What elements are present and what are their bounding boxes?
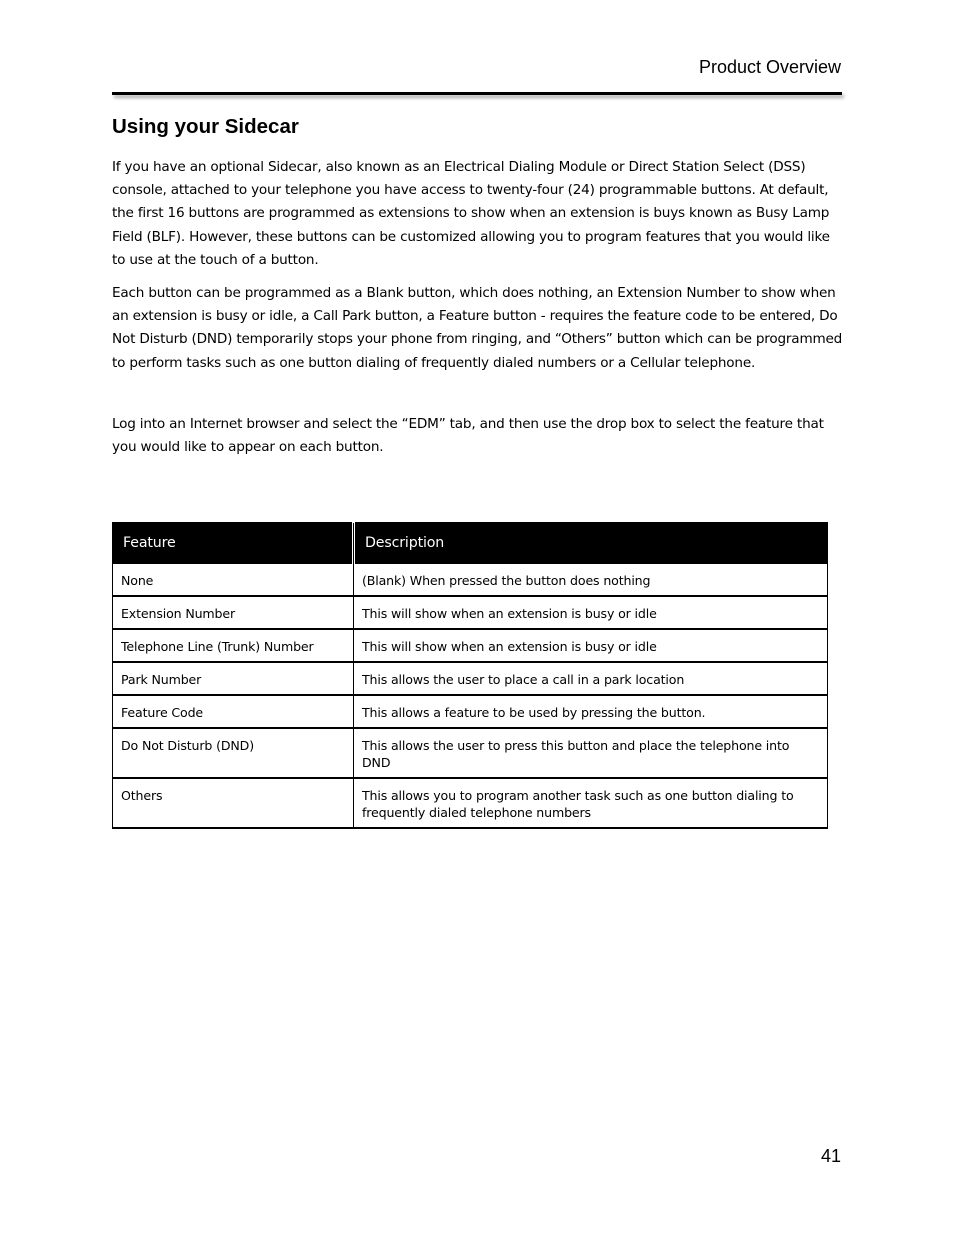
description-cell: This will show when an extension is busy or idle bbox=[354, 629, 828, 662]
table-row bbox=[113, 695, 828, 728]
table-row bbox=[113, 662, 828, 695]
running-header: Product Overview bbox=[698, 57, 841, 77]
description-cell: This will show when an extension is busy or idle bbox=[354, 596, 828, 629]
feature-cell: Do Not Disturb (DND) bbox=[113, 728, 354, 778]
table-row bbox=[113, 778, 828, 828]
button-types-paragraph: Each button can be programmed as a Blank button, which does nothing, an Extension Number to show when an extension is busy or idle, a Call Park button, a Feature button - requires the feature code to be entered, Do Not Disturb (DND) temporarily stops your phone from ringing, and “Others” button which can be programmed to perform tasks such as one button dialing of frequently dialed numbers or a Cellular telephone. bbox=[112, 285, 843, 371]
feature-table bbox=[112, 522, 828, 829]
description-cell: This allows a feature to be used by pressing the button. bbox=[354, 695, 828, 728]
table-header-row bbox=[113, 523, 828, 564]
table-row bbox=[113, 728, 828, 778]
table-row bbox=[113, 564, 828, 597]
feature-cell: Extension Number bbox=[113, 596, 354, 629]
column-header-description: Description bbox=[354, 523, 828, 564]
description-cell: This allows you to program another task such as one button dialing to frequently dialed telephone numbers bbox=[354, 778, 828, 828]
description-cell: This allows the user to press this button and place the telephone into DND bbox=[354, 728, 828, 778]
table-row bbox=[113, 629, 828, 662]
feature-cell: Telephone Line (Trunk) Number bbox=[113, 629, 354, 662]
description-cell: (Blank) When pressed the button does nothing bbox=[354, 564, 828, 597]
feature-cell: Others bbox=[113, 778, 354, 828]
header-divider bbox=[112, 92, 842, 95]
description-cell: This allows the user to place a call in a park location bbox=[354, 662, 828, 695]
table-row bbox=[113, 596, 828, 629]
instructions-paragraph: Log into an Internet browser and select the “EDM” tab, and then use the drop box to select the feature that you would like to appear on each button. bbox=[112, 416, 824, 456]
feature-cell: Feature Code bbox=[113, 695, 354, 728]
intro-paragraph: If you have an optional Sidecar, also known as an Electrical Dialing Module or Direct Station Select (DSS) console, attached to your telephone you have access to twenty-four (24) programmable buttons. At default, the first 16 buttons are programmed as extensions to show when an extension is buys known as Busy Lamp Field (BLF). However, these buttons can be customized allowing you to program features that you would like to use at the touch of a button. bbox=[112, 159, 830, 268]
feature-cell: Park Number bbox=[113, 662, 354, 695]
column-header-feature: Feature bbox=[113, 523, 354, 564]
page-number: 41 bbox=[820, 1146, 841, 1166]
section-heading: Using your Sidecar bbox=[112, 115, 299, 138]
feature-cell: None bbox=[113, 564, 354, 597]
